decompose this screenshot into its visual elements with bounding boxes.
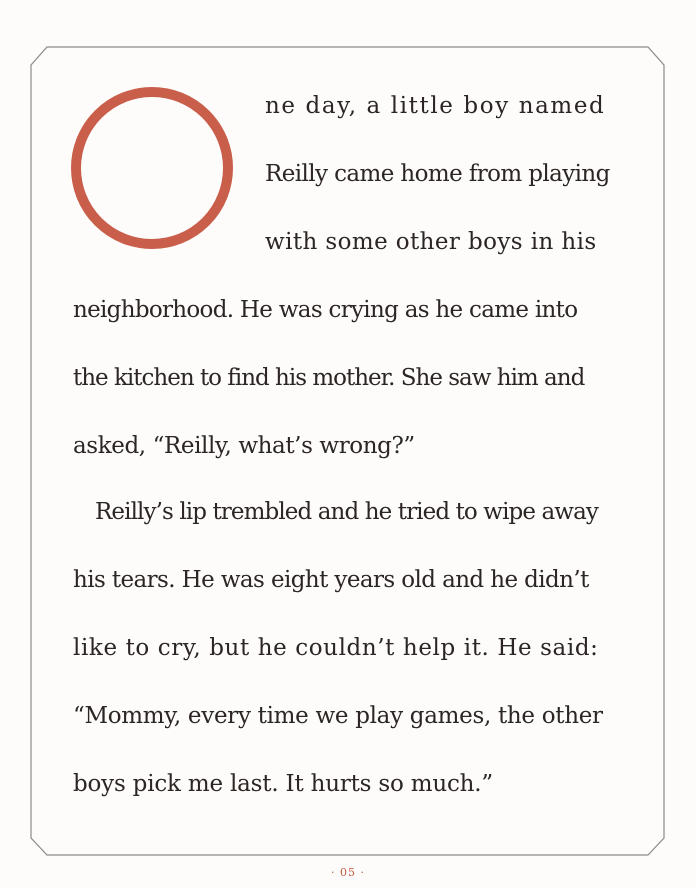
page-number: · 05 · <box>331 866 365 879</box>
drop-cap-letter <box>69 86 235 250</box>
text-line: asked, “Reilly, what’s wrong?” <box>73 433 415 459</box>
text-line: neighborhood. He was crying as he came into <box>73 297 578 323</box>
text-line: ne day, a little boy named <box>265 93 606 119</box>
text-line: boys pick me last. It hurts so much.” <box>73 771 493 797</box>
text-line: Reilly came home from playing <box>265 161 610 187</box>
text-line: the kitchen to find his mother. She saw him and <box>73 365 585 391</box>
text-line: his tears. He was eight years old and he didn’t <box>73 567 589 593</box>
text-line: “Mommy, every time we play games, the other <box>73 703 603 729</box>
text-line: Reilly’s lip trembled and he tried to wipe away <box>95 499 598 525</box>
text-line: with some other boys in his <box>265 229 597 255</box>
text-line: like to cry, but he couldn’t help it. He said: <box>73 635 599 661</box>
